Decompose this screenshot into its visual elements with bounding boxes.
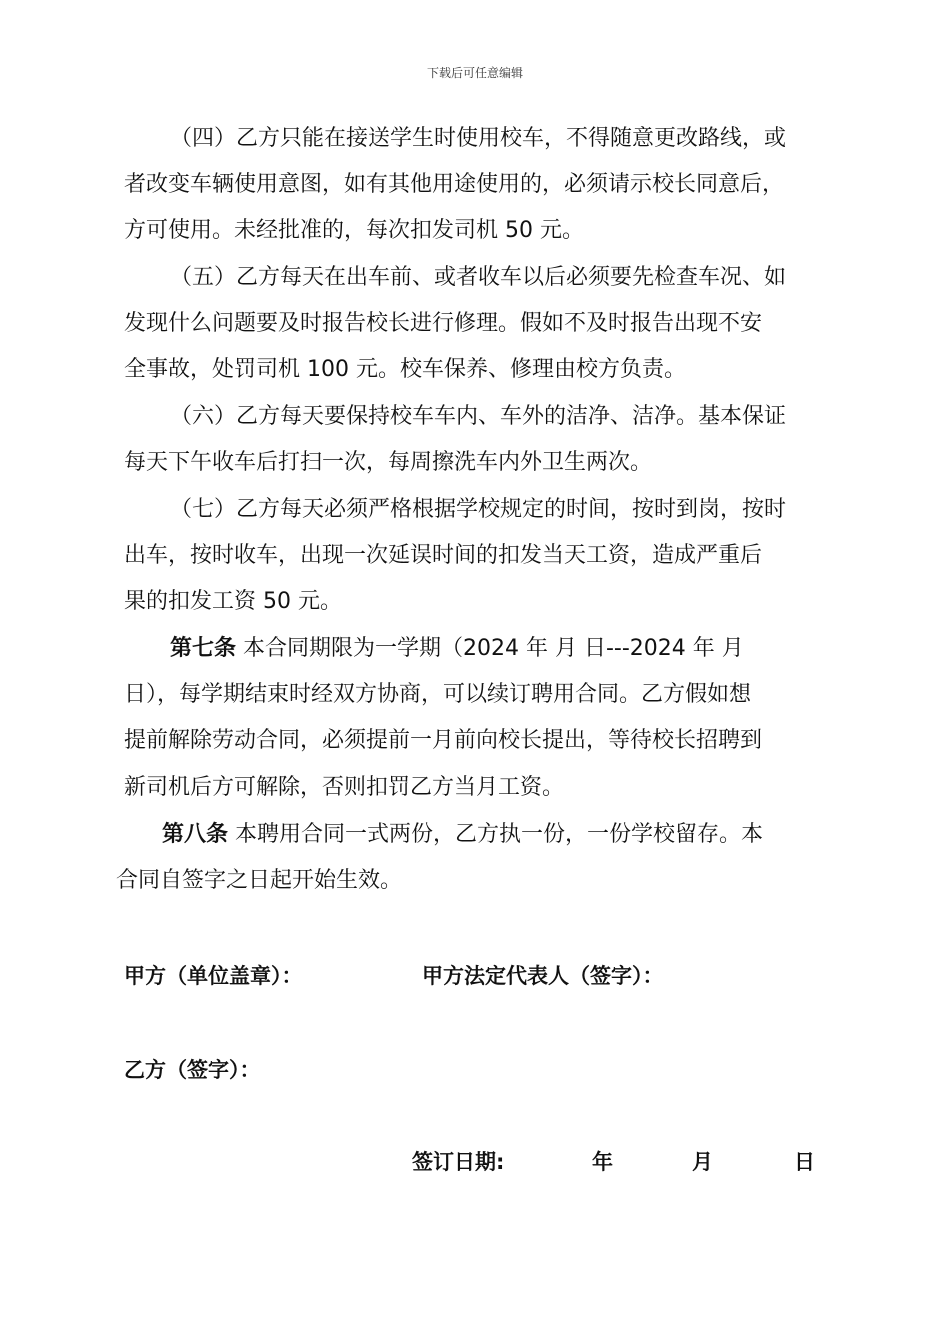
article7-line4: 新司机后方可解除，否则扣罚乙方当月工资。 — [124, 775, 565, 800]
article7-label: 第七条 — [170, 636, 237, 661]
item5-line1: （五）乙方每天在出车前、或者收车以后必须要先检查车况、如 — [170, 265, 787, 290]
article8-line2: 合同自签字之日起开始生效。 — [116, 868, 403, 893]
signing-date-day: 日 — [794, 1150, 815, 1174]
item5-line3: 全事故，处罚司机 100 元。校车保养、修理由校方负责。 — [124, 357, 686, 382]
article7-line3: 提前解除劳动合同，必须提前一月前向校长提出，等待校长招聘到 — [124, 728, 763, 753]
item6-line1: （六）乙方每天要保持校车车内、车外的洁净、洁净。基本保证 — [170, 404, 787, 429]
item6-line2: 每天下午收车后打扫一次，每周擦洗车内外卫生两次。 — [124, 450, 653, 475]
signing-date-label: 签订日期: — [412, 1150, 505, 1174]
article7-line2: 日），每学期结束时经双方协商，可以续订聘用合同。乙方假如想 — [124, 682, 752, 707]
item5-line2: 发现什么问题要及时报告校长进行修理。假如不及时报告出现不安 — [124, 311, 763, 336]
party-a-representative-label: 甲方法定代表人（签字）： — [422, 964, 664, 988]
signing-date-year: 年 — [592, 1150, 613, 1174]
item7-line3: 果的扣发工资 50 元。 — [124, 589, 342, 614]
article7-text-line1: 本合同期限为一学期（2024 年 月 日---2024 年 月 — [243, 636, 744, 661]
article8-line1 — [162, 820, 763, 850]
item7-line2: 出车，按时收车，出现一次延误时间的扣发当天工资，造成严重后 — [124, 543, 763, 568]
item4-line1: （四）乙方只能在接送学生时使用校车，不得随意更改路线，或 — [170, 126, 787, 151]
item4-line2: 者改变车辆使用意图，如有其他用途使用的，必须请示校长同意后， — [124, 172, 785, 197]
page-header: 下载后可任意编辑 — [426, 66, 523, 80]
item7-line1: （七）乙方每天必须严格根据学校规定的时间，按时到岗，按时 — [170, 497, 787, 522]
article8-label: 第八条 — [162, 822, 229, 847]
item4-line3: 方可使用。未经批准的，每次扣发司机 50 元。 — [124, 218, 584, 243]
signing-date-month: 月 — [692, 1150, 713, 1174]
party-a-seal-label: 甲方（单位盖章）： — [124, 964, 303, 988]
article8-text-line1: 本聘用合同一式两份，乙方执一份，一份学校留存。本 — [235, 822, 764, 847]
article7-line1 — [170, 634, 744, 664]
party-b-signature-label: 乙方（签字）： — [124, 1058, 261, 1082]
